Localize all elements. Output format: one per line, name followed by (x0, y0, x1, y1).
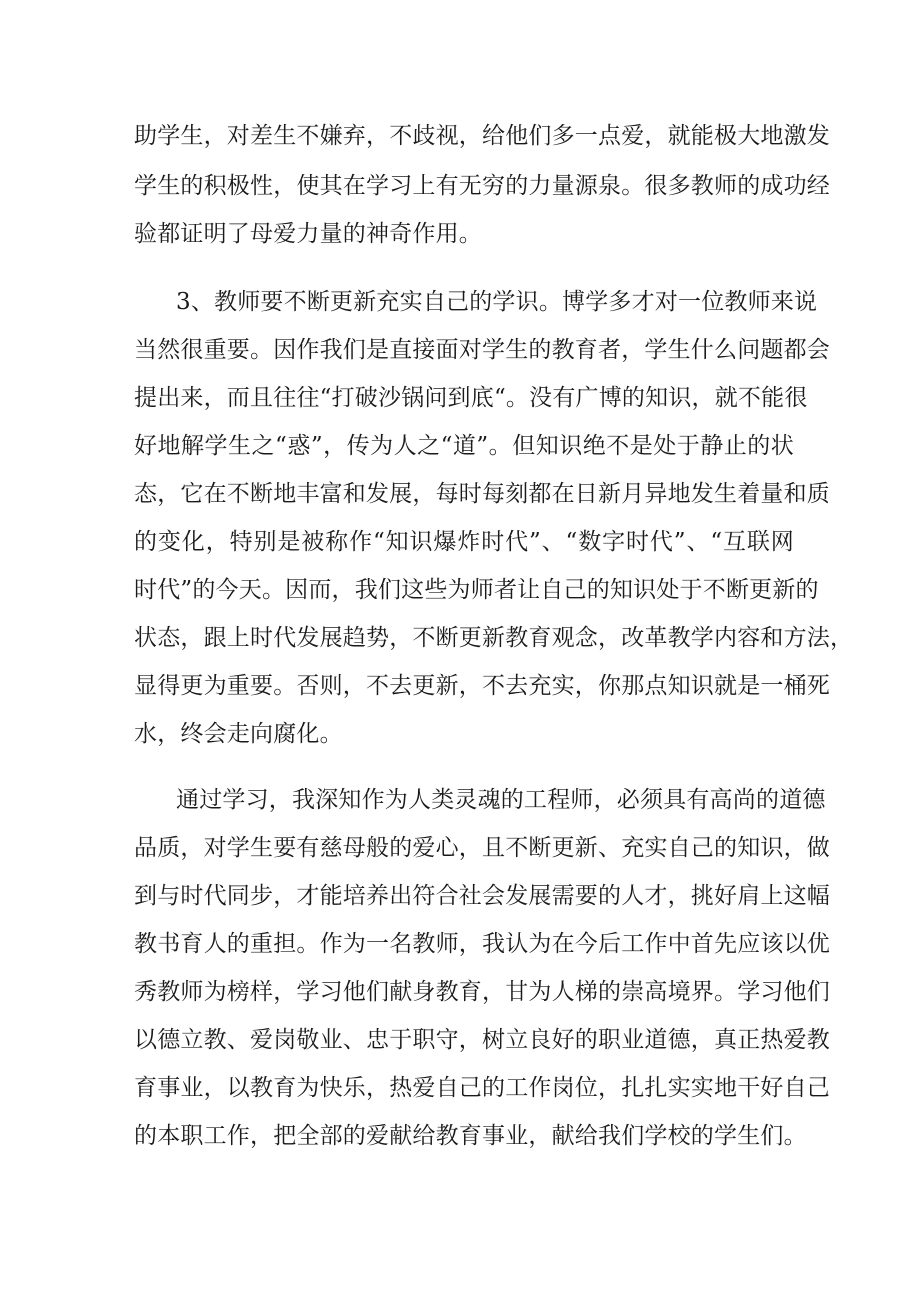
paragraph-3-line-6: 以德立教、爱岗敬业、忠于职守，树立良好的职业道德，真正热爱教 (134, 1027, 830, 1053)
paragraph-2-line-6: 的变化，特别是被称作“知识爆炸时代”、“数字时代”、“互联网 (134, 529, 794, 555)
paragraph-3-line-1: 通过学习，我深知作为人类灵魂的工程师，必须具有高尚的道德 (176, 787, 826, 813)
paragraph-2-line-2: 当然很重要。因作我们是直接面对学生的教育者，学生什么问题都会 (134, 337, 830, 363)
paragraph-3-line-4: 教书育人的重担。作为一名教师，我认为在今后工作中首先应该以优 (134, 931, 830, 957)
paragraph-3-line-7: 育事业，以教育为快乐，热爱自己的工作岗位，扎扎实实地干好自己 (134, 1075, 830, 1101)
paragraph-3-line-3: 到与时代同步，才能培养出符合社会发展需要的人才，挑好肩上这幅 (134, 883, 830, 909)
paragraph-2-line-5: 态，它在不断地丰富和发展，每时每刻都在日新月异地发生着量和质 (134, 481, 830, 507)
paragraph-2-line-1: 3、教师要不断更新充实自己的学识。博学多才对一位教师来说 (176, 289, 818, 315)
paragraph-2-line-10: 水，终会走向腐化。 (134, 721, 343, 747)
paragraph-3-line-8: 的本职工作，把全部的爱献给教育事业，献给我们学校的学生们。 (134, 1123, 807, 1149)
paragraph-2-line-8: 状态，跟上时代发展趋势，不断更新教育观念，改革教学内容和方法， (134, 625, 854, 651)
paragraph-1-line-1: 助学生，对差生不嫌弃，不歧视，给他们多一点爱，就能极大地激发 (134, 123, 830, 149)
paragraph-2-line-3: 提出来，而且往往“打破沙锅问到底“。没有广博的知识，就不能很 (134, 385, 808, 411)
paragraph-2-line-7: 时代”的今天。因而，我们这些为师者让自己的知识处于不断更新的 (134, 577, 819, 603)
paragraph-3-line-2: 品质，对学生要有慈母般的爱心，且不断更新、充实自己的知识，做 (134, 835, 830, 861)
paragraph-2-line-4: 好地解学生之“惑”，传为人之“道”。但知识绝不是处于静止的状 (134, 433, 794, 459)
paragraph-1-line-3: 验都证明了母爱力量的神奇作用。 (134, 221, 482, 247)
paragraph-2-line-9: 显得更为重要。否则，不去更新，不去充实，你那点知识就是一桶死 (134, 673, 830, 699)
paragraph-1-line-2: 学生的积极性，使其在学习上有无穷的力量源泉。很多教师的成功经 (134, 173, 830, 199)
paragraph-3-line-5: 秀教师为榜样，学习他们献身教育，甘为人梯的崇高境界。学习他们 (134, 979, 830, 1005)
